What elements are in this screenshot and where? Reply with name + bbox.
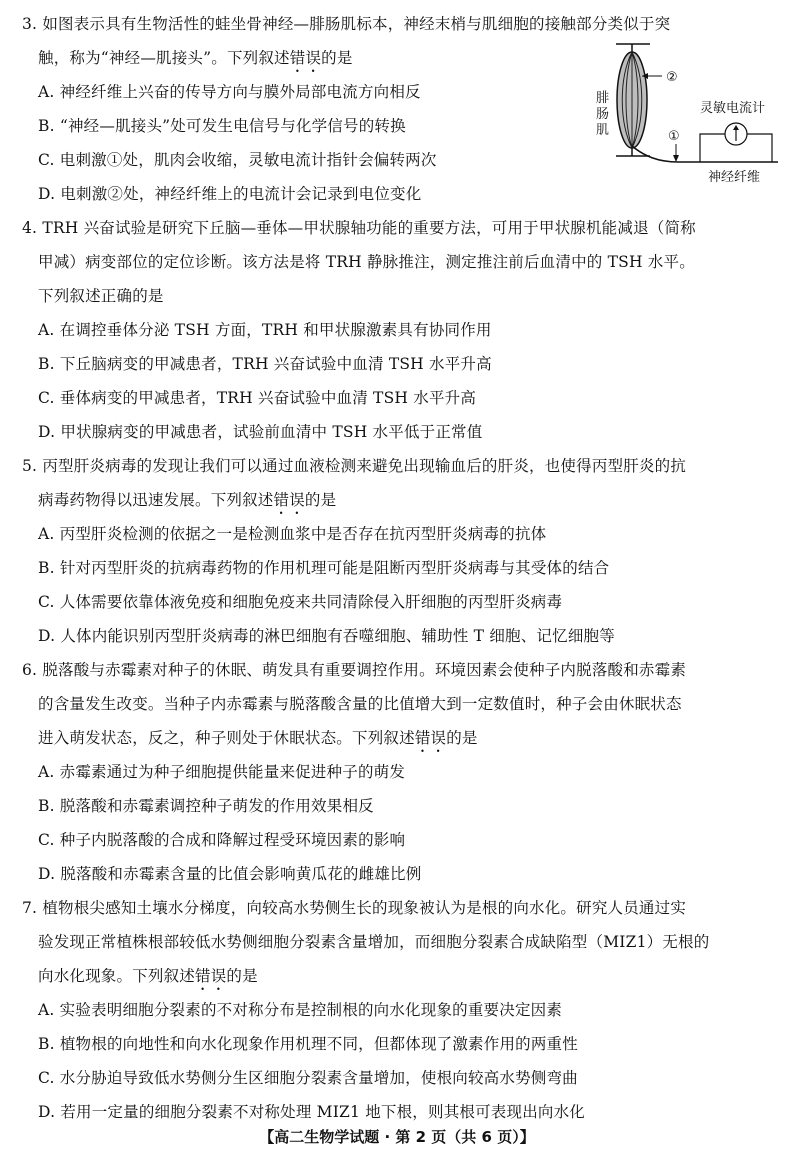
q7-option-a: A. 实验表明细胞分裂素的不对称分布是控制根的向水化现象的重要决定因素: [38, 1001, 563, 1019]
muscle-label-2: 肠: [596, 107, 610, 122]
q4-stem-line3: 下列叙述正确的是: [38, 287, 164, 305]
q5-stem-tail: 的是: [304, 491, 337, 509]
q7-stem-tail: 的是: [226, 967, 258, 985]
q5-stem-text: 病毒药物得以迅速发展。下列叙述: [38, 491, 274, 509]
meter-label: 灵敏电流计: [700, 101, 766, 116]
q3-stem-tail: 的是: [321, 49, 353, 67]
q4-stem-line2: 甲减）病变部位的定位诊断。该方法是将 TRH 静脉推注，测定推注前后血清中的 TSH 水平。: [38, 253, 695, 271]
q7-option-d: D. 若用一定量的细胞分裂素不对称处理 MIZ1 地下根，则其根可表现出向水化: [38, 1103, 586, 1121]
q6-option-c: C. 种子内脱落酸的合成和降解过程受环境因素的影响: [38, 831, 406, 849]
label-2: ②: [666, 70, 678, 85]
q4-option-a: A. 在调控垂体分泌 TSH 方面，TRH 和甲状腺激素具有协同作用: [38, 321, 492, 339]
q4-stem-line1: 4. TRH 兴奋试验是研究下丘脑—垂体—甲状腺轴功能的重要方法，可用于甲状腺机能减退（简称: [22, 219, 696, 237]
label-1: ①: [668, 129, 680, 144]
q3-stem-line2: [38, 48, 353, 76]
q5-option-d: D. 人体内能识别丙型肝炎病毒的淋巴细胞有吞噬细胞、辅助性 T 细胞、记忆细胞等: [38, 627, 615, 645]
q7-stem-line1: 7. 植物根尖感知土壤水分梯度，向较高水势侧生长的现象被认为是根的向水化。研究人员通过实: [22, 899, 687, 917]
nerve-label: 神经纤维: [708, 170, 761, 185]
q4-option-b: B. 下丘脑病变的甲减患者，TRH 兴奋试验中血清 TSH 水平升高: [38, 355, 492, 373]
q6-stem-text: 进入萌发状态，反之，种子则处于休眠状态。下列叙述: [38, 729, 415, 747]
q7-emphasis: 错误: [195, 967, 227, 985]
nerve-muscle-figure: [588, 38, 788, 188]
q7-option-c: C. 水分胁迫导致低水势侧分生区细胞分裂素含量增加，使根向较高水势侧弯曲: [38, 1069, 578, 1087]
q3-option-b: B. “神经—肌接头”处可发生电信号与化学信号的转换: [38, 117, 406, 135]
nerve-fiber: [632, 146, 778, 162]
q6-stem-line2: 的含量发生改变。当种子内赤霉素与脱落酸含量的比值增大到一定数值时，种子会由休眠状态: [38, 695, 682, 713]
q4-option-c: C. 垂体病变的甲减患者，TRH 兴奋试验中血清 TSH 水平升高: [38, 389, 477, 407]
q5-emphasis: 错误: [273, 491, 305, 509]
q6-option-d: D. 脱落酸和赤霉素含量的比值会影响黄瓜花的雌雄比例: [38, 865, 422, 883]
q3-option-d: D. 电刺激②处，神经纤维上的电流计会记录到电位变化: [38, 185, 422, 203]
q4-option-d: D. 甲状腺病变的甲减患者，试验前血清中 TSH 水平低于正常值: [38, 423, 483, 441]
q5-option-c: C. 人体需要依靠体液免疫和细胞免疫来共同清除侵入肝细胞的丙型肝炎病毒: [38, 593, 563, 611]
q7-stem-line3: [38, 966, 258, 994]
q3-option-c: C. 电刺激①处，肌肉会收缩，灵敏电流计指针会偏转两次: [38, 151, 437, 169]
q6-emphasis: 错误: [414, 729, 447, 747]
q6-option-b: B. 脱落酸和赤霉素调控种子萌发的作用效果相反: [38, 797, 374, 815]
q6-stem-line1: 6. 脱落酸与赤霉素对种子的休眠、萌发具有重要调控作用。环境因素会使种子内脱落酸和赤霉素: [22, 661, 687, 679]
muscle-label-1: 腓: [596, 91, 610, 106]
q7-stem-text: 向水化现象。下列叙述: [38, 967, 196, 985]
q6-stem-line3: [38, 728, 478, 756]
q3-option-a: A. 神经纤维上兴奋的传导方向与膜外局部电流方向相反: [38, 83, 421, 101]
q6-option-a: A. 赤霉素通过为种子细胞提供能量来促进种子的萌发: [38, 763, 406, 781]
q7-option-b: B. 植物根的向地性和向水化现象作用机理不同，但都体现了激素作用的两重性: [38, 1035, 578, 1053]
q3-emphasis: 错误: [289, 49, 322, 67]
q5-option-a: A. 丙型肝炎检测的依据之一是检测血浆中是否存在抗丙型肝炎病毒的抗体: [38, 525, 547, 543]
muscle-label-3: 肌: [596, 123, 610, 138]
q3-stem-line1: 3. 如图表示具有生物活性的蛙坐骨神经—腓肠肌标本，神经末梢与肌细胞的接触部分类似于突: [22, 15, 671, 33]
q6-stem-tail: 的是: [446, 729, 478, 747]
q5-stem-line2: [38, 490, 336, 518]
page-footer: 【高二生物学试题 · 第 2 页（共 6 页）】: [259, 1128, 535, 1146]
q5-option-b: B. 针对丙型肝炎的抗病毒药物的作用机理可能是阻断丙型肝炎病毒与其受体的结合: [38, 559, 610, 577]
arrow-1-head: [673, 155, 679, 162]
q3-stem-text: 触，称为“神经—肌接头”。下列叙述: [38, 49, 290, 67]
q5-stem-line1: 5. 丙型肝炎病毒的发现让我们可以通过血液检测来避免出现输血后的肝炎，也使得丙型肝炎的抗: [22, 457, 687, 475]
q7-stem-line2: 验发现正常植株根部较低水势侧细胞分裂素含量增加，而细胞分裂素合成缺陷型（MIZ1）无根的: [38, 933, 710, 951]
